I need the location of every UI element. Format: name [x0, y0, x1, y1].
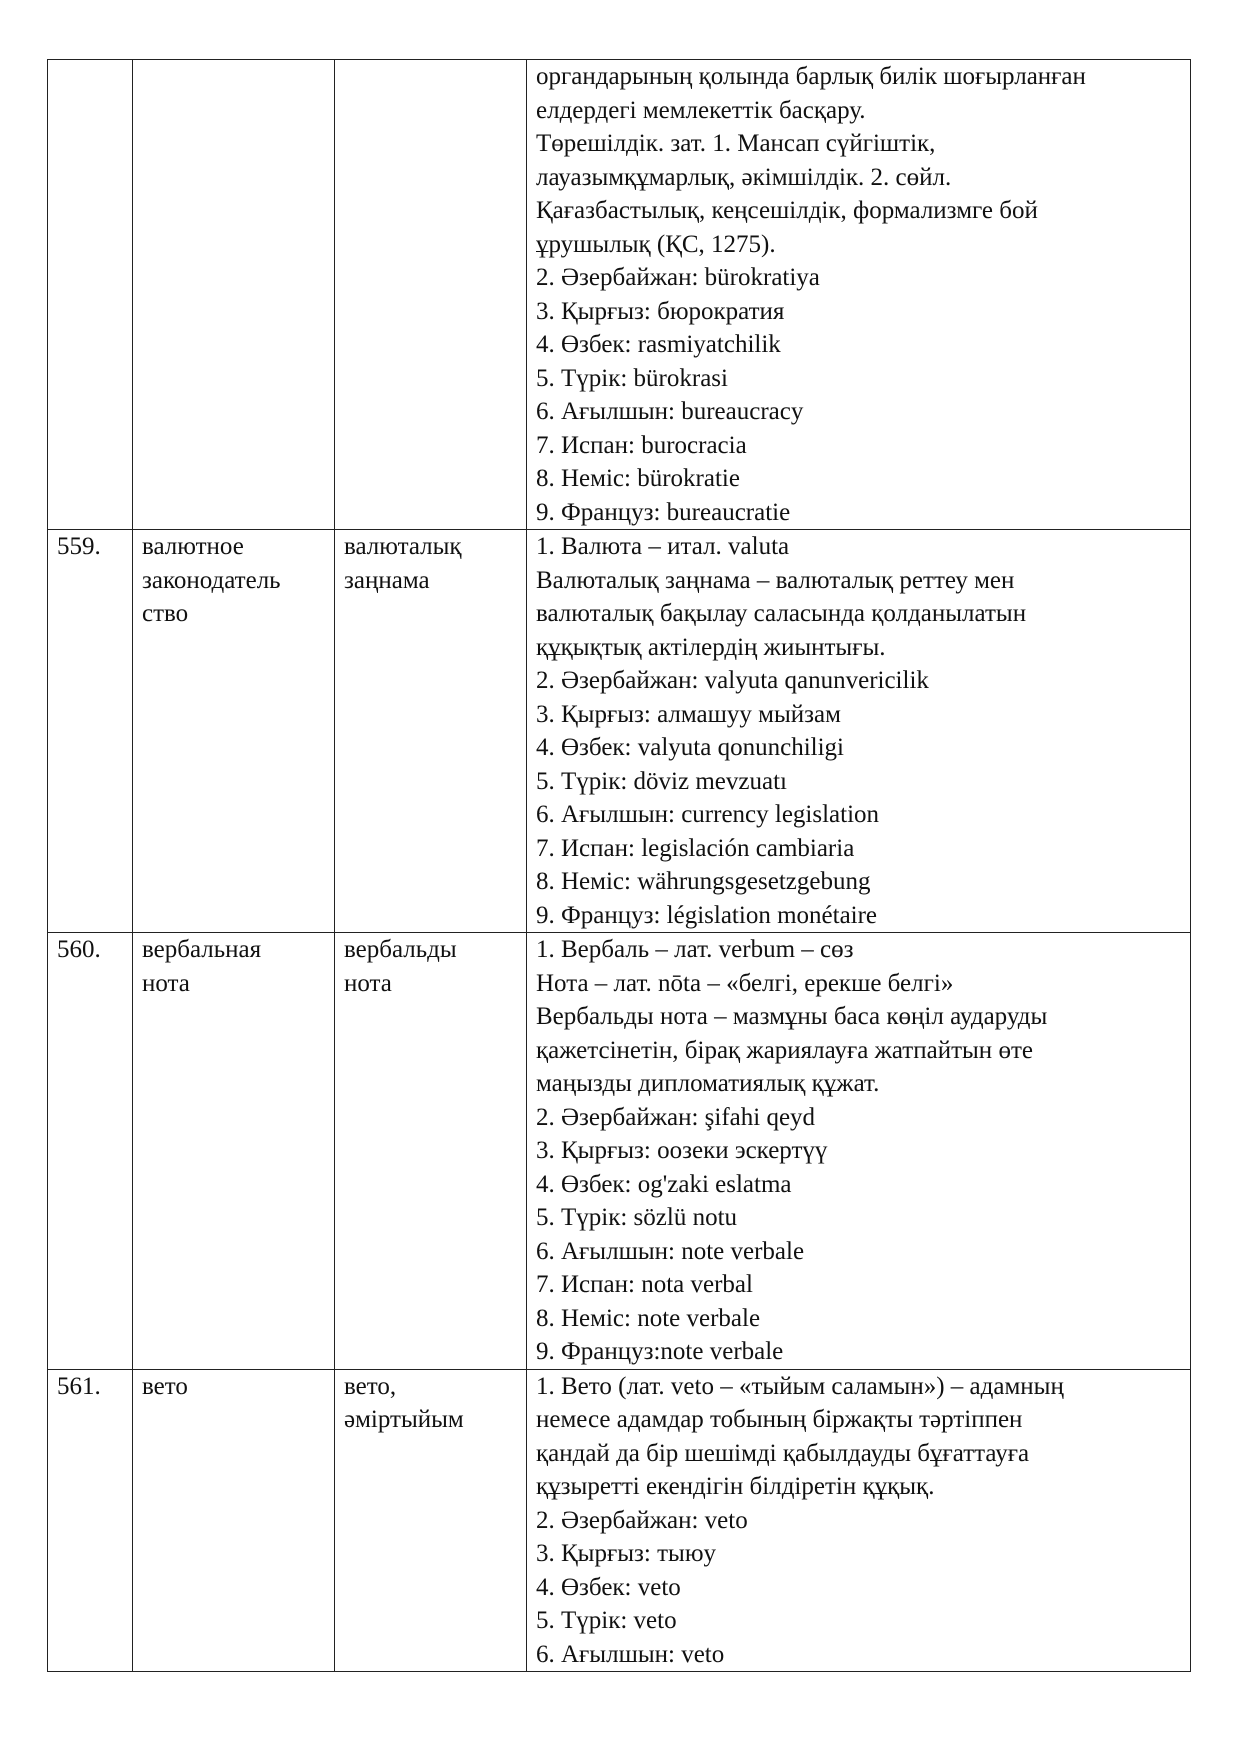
description-line: ұрушылық (ҚС, 1275).	[536, 230, 776, 258]
description-line: 5. Түрік: bürokrasi	[536, 364, 728, 392]
description-line: 8. Неміс: bürokratie	[536, 465, 740, 492]
russian-term-line: вербальная	[142, 936, 262, 963]
description-cell	[527, 1369, 1191, 1672]
description-line: 7. Испан: nota verbal	[536, 1271, 753, 1298]
description-line: 6. Ағылшын: veto	[536, 1640, 725, 1668]
description-line: 5. Түрік: sözlü notu	[536, 1204, 738, 1231]
description-line: 9. Француз: bureaucratie	[536, 498, 791, 526]
description-line: 9. Француз: législation monétaire	[536, 901, 878, 929]
description-line: 2. Әзербайжан: valyuta qanunvericilik	[536, 667, 929, 694]
description-line: 4. Өзбек: valyuta qonunchiligi	[536, 734, 844, 761]
entry-number: 559.	[57, 533, 101, 560]
entry-number: 561.	[57, 1372, 101, 1400]
description-line: 1. Вето (лат. veto – «тыйым саламын») – адамның	[536, 1372, 1064, 1400]
russian-term-line: законодатель	[142, 566, 281, 594]
description-line: 1. Валюта – итал. valuta	[536, 533, 790, 560]
russian-term-line: вето	[142, 1372, 188, 1400]
entry-number: 560.	[57, 936, 101, 963]
description-line: 7. Испан: burocracia	[536, 431, 747, 459]
russian-term-cell	[133, 530, 335, 933]
russian-term-line: ство	[142, 600, 189, 627]
russian-term-line: валютное	[142, 533, 244, 560]
terms-table	[47, 59, 1191, 1672]
russian-term-cell	[133, 1369, 335, 1672]
description-line: 3. Қырғыз: бюрократия	[536, 297, 785, 325]
russian-term-line: нота	[142, 969, 190, 997]
description-line: елдердегі мемлекеттік басқару.	[536, 96, 866, 124]
kazakh-term-line: валюталық	[344, 533, 462, 560]
description-line: маңызды дипломатиялық құжат.	[536, 1070, 880, 1097]
description-line: 5. Түрік: veto	[536, 1607, 677, 1634]
description-line: 1. Вербаль – лат. verbum – сөз	[536, 936, 854, 963]
description-cell	[527, 933, 1191, 1370]
description-line: 9. Француз:note verbale	[536, 1338, 784, 1365]
kazakh-term-line: әміртыйым	[344, 1406, 464, 1433]
description-line: құқықтық актілердің жиынтығы.	[536, 633, 886, 661]
kazakh-term-cell	[335, 933, 527, 1370]
description-line: Қағазбастылық, кеңсешілдік, формализмге бой	[536, 197, 1038, 224]
kazakh-term-cell	[335, 530, 527, 933]
description-line: 8. Неміс: währungsgesetzgebung	[536, 868, 871, 895]
description-line: 6. Ағылшын: currency legislation	[536, 801, 880, 828]
entry-number-cell	[48, 530, 133, 933]
table-row	[48, 530, 1191, 933]
description-line: 6. Ағылшын: note verbale	[536, 1237, 805, 1265]
description-line: Валюталық заңнама – валюталық реттеу мен	[536, 566, 1015, 594]
table-row	[48, 1369, 1191, 1672]
entry-number-cell	[48, 1369, 133, 1672]
description-line: Вербальды нота – мазмұны баса көңіл аударуды	[536, 1003, 1048, 1030]
description-line: 2. Әзербайжан: bürokratiya	[536, 264, 820, 291]
description-line: Төрешілдік. зат. 1. Мансап сүйгіштік,	[536, 130, 936, 157]
kazakh-term-line: заңнама	[344, 566, 430, 594]
description-line: 7. Испан: legislación cambiaria	[536, 834, 855, 862]
table-row	[48, 60, 1191, 530]
kazakh-term-line: вето,	[344, 1372, 397, 1400]
entry-number-cell	[48, 60, 133, 530]
description-line: 3. Қырғыз: оозеки эскертүү	[536, 1137, 828, 1164]
description-cell	[527, 60, 1191, 530]
description-line: 2. Әзербайжан: şifahi qeyd	[536, 1103, 816, 1131]
description-line: Нота – лат. nōta – «белгі, ерекше белгі»	[536, 969, 954, 997]
kazakh-term-line: вербальды	[344, 936, 457, 963]
description-line: лауазымқұмарлық, әкімшілдік. 2. сөйл.	[536, 163, 952, 191]
description-line: 3. Қырғыз: алмашуу мыйзам	[536, 700, 841, 728]
description-line: 5. Түрік: döviz mevzuatı	[536, 767, 787, 795]
description-line: қандай да бір шешімді қабылдауды бұғаттауға	[536, 1439, 1030, 1467]
description-line: 6. Ағылшын: bureaucracy	[536, 398, 804, 425]
kazakh-term-cell	[335, 60, 527, 530]
russian-term-cell	[133, 60, 335, 530]
entry-number-cell	[48, 933, 133, 1370]
description-line: 4. Өзбек: rasmiyatchilik	[536, 331, 781, 358]
description-line: құзыретті екендігін білдіретін құқық.	[536, 1473, 935, 1500]
description-line: қажетсінетін, бірақ жариялауға жатпайтын өте	[536, 1036, 1033, 1064]
kazakh-term-line: нота	[344, 969, 392, 997]
description-line: 4. Өзбек: veto	[536, 1573, 681, 1601]
description-line: 2. Әзербайжан: veto	[536, 1506, 748, 1534]
description-line: валюталық бақылау саласында қолданылатын	[536, 600, 1027, 627]
kazakh-term-cell	[335, 1369, 527, 1672]
description-line: 3. Қырғыз: тыюу	[536, 1540, 716, 1567]
description-line: 8. Неміс: note verbale	[536, 1304, 761, 1332]
description-line: 4. Өзбек: og'zaki eslatma	[536, 1170, 792, 1198]
description-line: немесе адамдар тобының біржақты тәртіппен	[536, 1406, 1023, 1433]
table-row	[48, 933, 1191, 1370]
description-line: органдарының қолында барлық билік шоғырланған	[536, 63, 1086, 90]
russian-term-cell	[133, 933, 335, 1370]
description-cell	[527, 530, 1191, 933]
